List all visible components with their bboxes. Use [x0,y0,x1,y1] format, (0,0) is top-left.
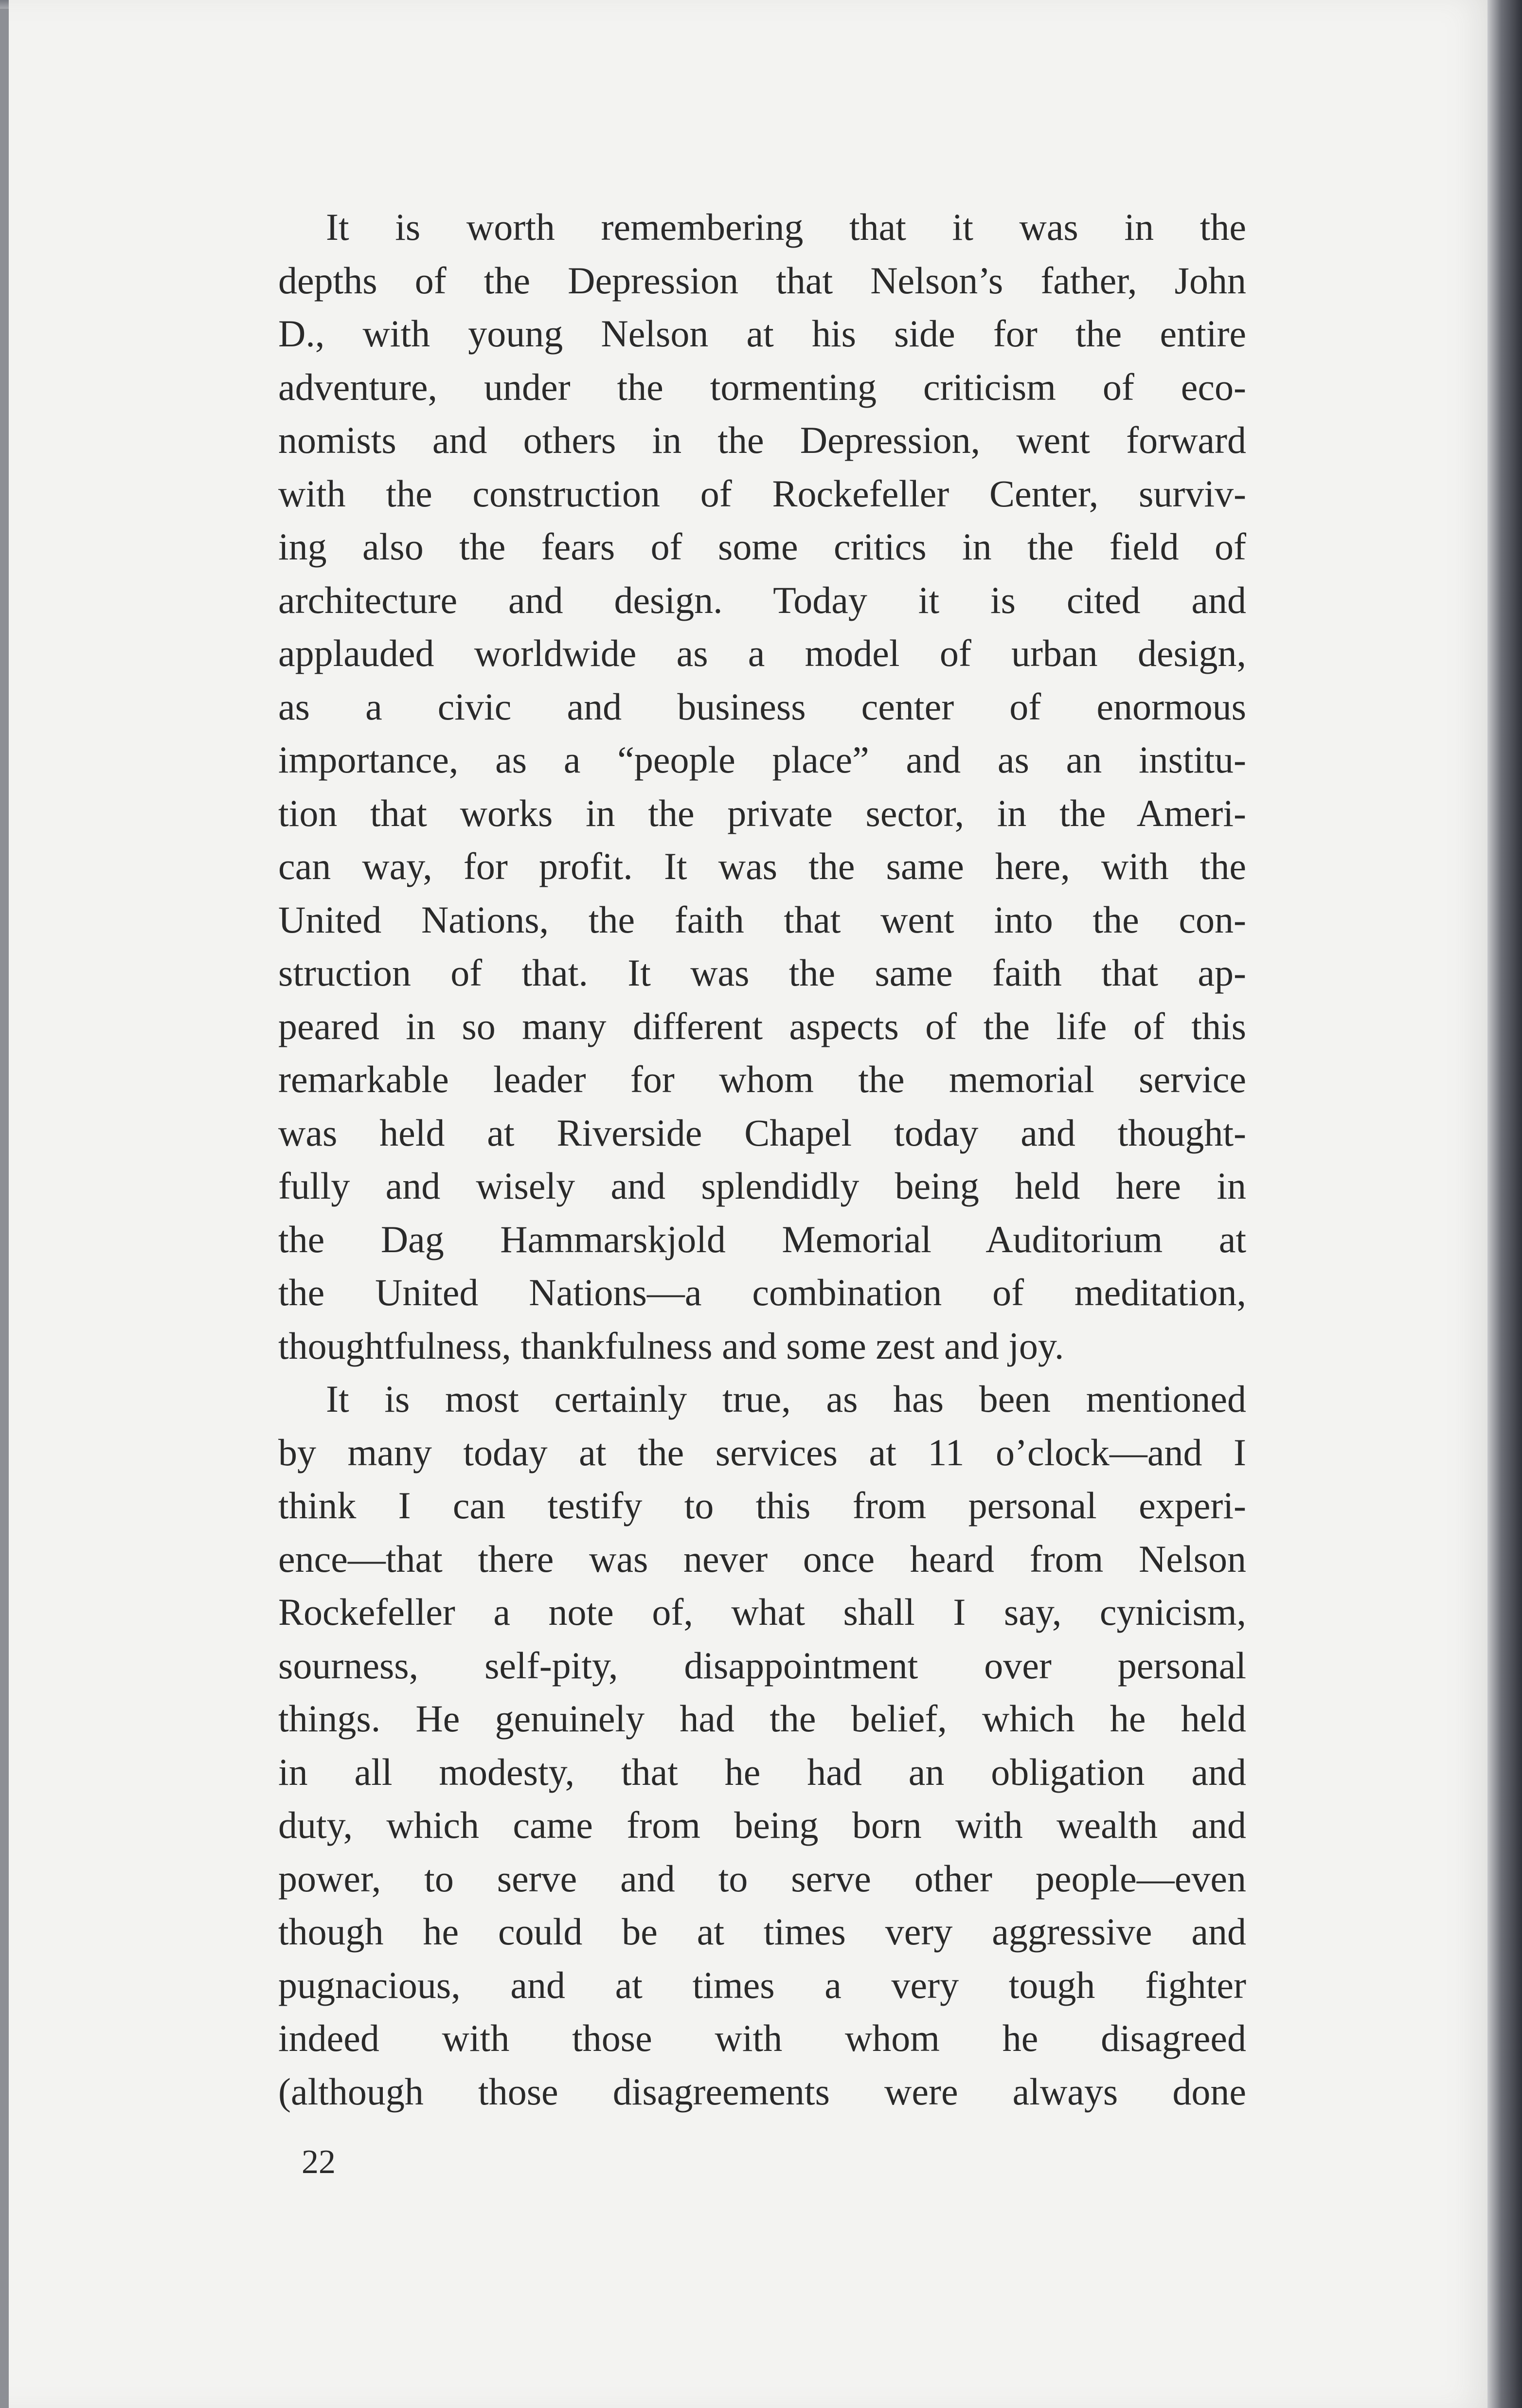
paragraph-1 [278,200,1246,1372]
text-line: architecture and design. Today it is cited and [278,578,1246,621]
text-line: in all modesty, that he had an obligation and [278,1750,1246,1793]
text-line: things. He genuinely had the belief, which he held [278,1697,1246,1740]
text-line: with the construction of Rockefeller Center, surviv- [278,472,1246,515]
text-line: as a civic and business center of enormous [278,685,1246,728]
text-line: adventure, under the tormenting criticism of eco- [278,365,1246,408]
text-line: indeed with those with whom he disagreed [278,2017,1246,2059]
text-line: United Nations, the faith that went into the con- [278,898,1246,941]
text-line: depths of the Depression that Nelson’s father, John [278,259,1246,302]
text-line: fully and wisely and splendidly being held here in [278,1165,1246,1207]
page-number: 22 [302,2143,336,2181]
text-line: applauded worldwide as a model of urban design, [278,632,1246,674]
text-line: though he could be at times very aggressive and [278,1910,1246,1953]
text-line: the United Nations—a combination of meditation, [278,1271,1246,1313]
text-line: It is most certainly true, as has been mentioned [326,1378,1246,1420]
text-line: duty, which came from being born with wealth and [278,1804,1246,1846]
text-line: power, to serve and to serve other people—even [278,1857,1246,1900]
text-line: peared in so many different aspects of the life of this [278,1005,1246,1047]
text-line: It is worth remembering that it was in the [326,206,1246,248]
scan-right-edge [1487,0,1522,2408]
text-line: by many today at the services at 11 o’clock—and I [278,1431,1246,1474]
text-line: Rockefeller a note of, what shall I say, cynicism, [278,1591,1246,1633]
text-line: remarkable leader for whom the memorial service [278,1058,1246,1100]
paragraph-2 [278,1372,1246,2118]
text-line: the Dag Hammarskjold Memorial Auditorium at [278,1218,1246,1260]
text-line: pugnacious, and at times a very tough fighter [278,1963,1246,2006]
text-line: tion that works in the private sector, in the Ameri- [278,791,1246,834]
text-line: nomists and others in the Depression, went forward [278,419,1246,461]
text-line: struction of that. It was the same faith that ap- [278,952,1246,994]
text-line: ing also the fears of some critics in the field of [278,525,1246,568]
text-line: ence—that there was never once heard from Nelson [278,1537,1246,1580]
text-line: thoughtfulness, thankfulness and some zest and joy. [278,1324,1064,1367]
text-line: think I can testify to this from personal experi- [278,1484,1246,1527]
text-line: D., with young Nelson at his side for the entire [278,312,1246,355]
body-text [278,200,1246,2118]
text-line: sourness, self-pity, disappointment over personal [278,1644,1246,1687]
text-line: can way, for profit. It was the same here, with the [278,845,1246,887]
text-line: (although those disagreements were always done [278,2070,1246,2113]
text-line: was held at Riverside Chapel today and thought- [278,1111,1246,1154]
text-line: importance, as a “people place” and as an institu- [278,738,1246,781]
